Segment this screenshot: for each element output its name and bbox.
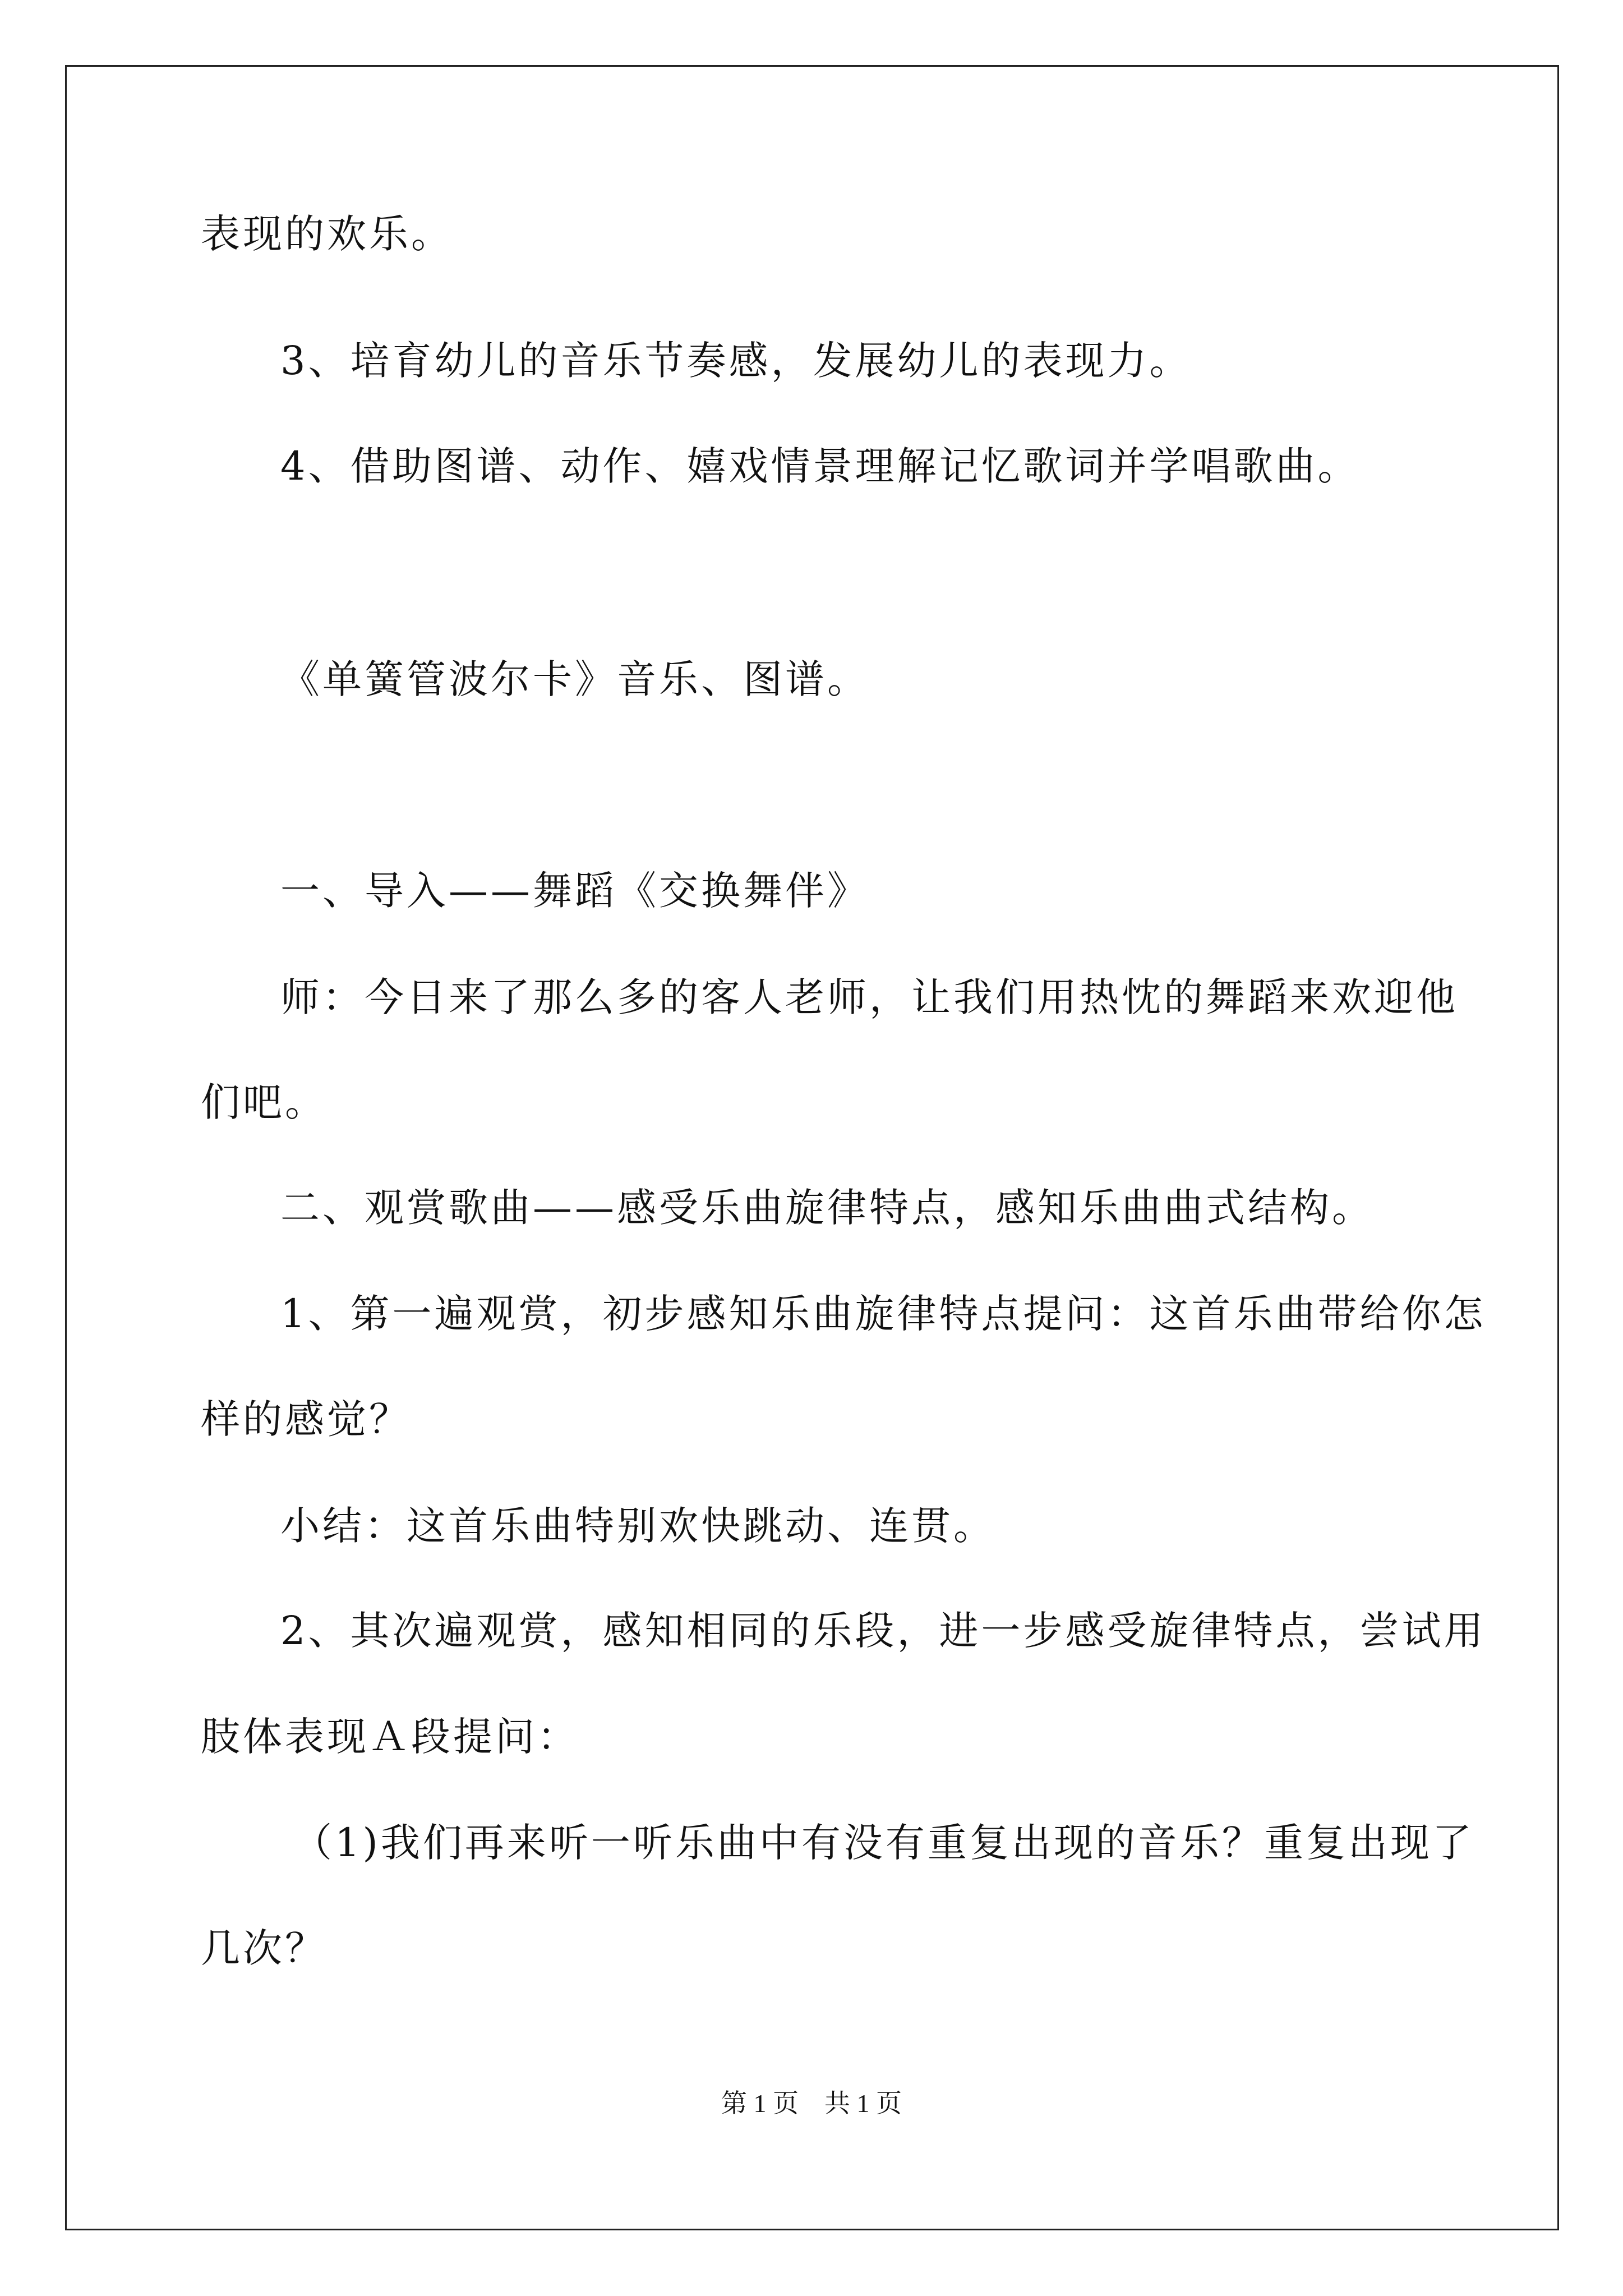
text-line: 1、第一遍观赏，初步感知乐曲旋律特点提问：这首乐曲带给你怎 <box>280 1291 1486 1337</box>
text-line: 4、借助图谱、动作、嬉戏情景理解记忆歌词并学唱歌曲。 <box>280 443 1360 489</box>
text-line: 师：今日来了那么多的客人老师，让我们用热忱的舞蹈来欢迎他 <box>280 974 1458 1020</box>
section-heading: 一、导入——舞蹈《交换舞伴》 <box>280 868 869 914</box>
text-line: 《单簧管波尔卡》音乐、图谱。 <box>280 656 869 702</box>
text-line: （1)我们再来听一听乐曲中有没有重复出现的音乐？重复出现了 <box>293 1820 1474 1866</box>
text-line: 3、培育幼儿的音乐节奏感，发展幼儿的表现力。 <box>280 338 1192 384</box>
text-line: 小结：这首乐曲特别欢快跳动、连贯。 <box>280 1503 995 1549</box>
text-line: 们吧。 <box>201 1079 327 1125</box>
text-line: 2、其次遍观赏，感知相同的乐段，进一步感受旋律特点，尝试用 <box>280 1608 1486 1654</box>
text-line: 几次？ <box>201 1925 327 1971</box>
text-line: 样的感觉？ <box>201 1396 411 1442</box>
text-line: 表现的欢乐。 <box>201 211 453 257</box>
section-heading: 二、观赏歌曲——感受乐曲旋律特点，感知乐曲曲式结构。 <box>280 1185 1374 1231</box>
text-line: 肢体表现Ａ段提问： <box>201 1714 579 1760</box>
page-border <box>65 65 1559 2230</box>
page-number: 第 1 页 共 1 页 <box>721 2089 902 2118</box>
